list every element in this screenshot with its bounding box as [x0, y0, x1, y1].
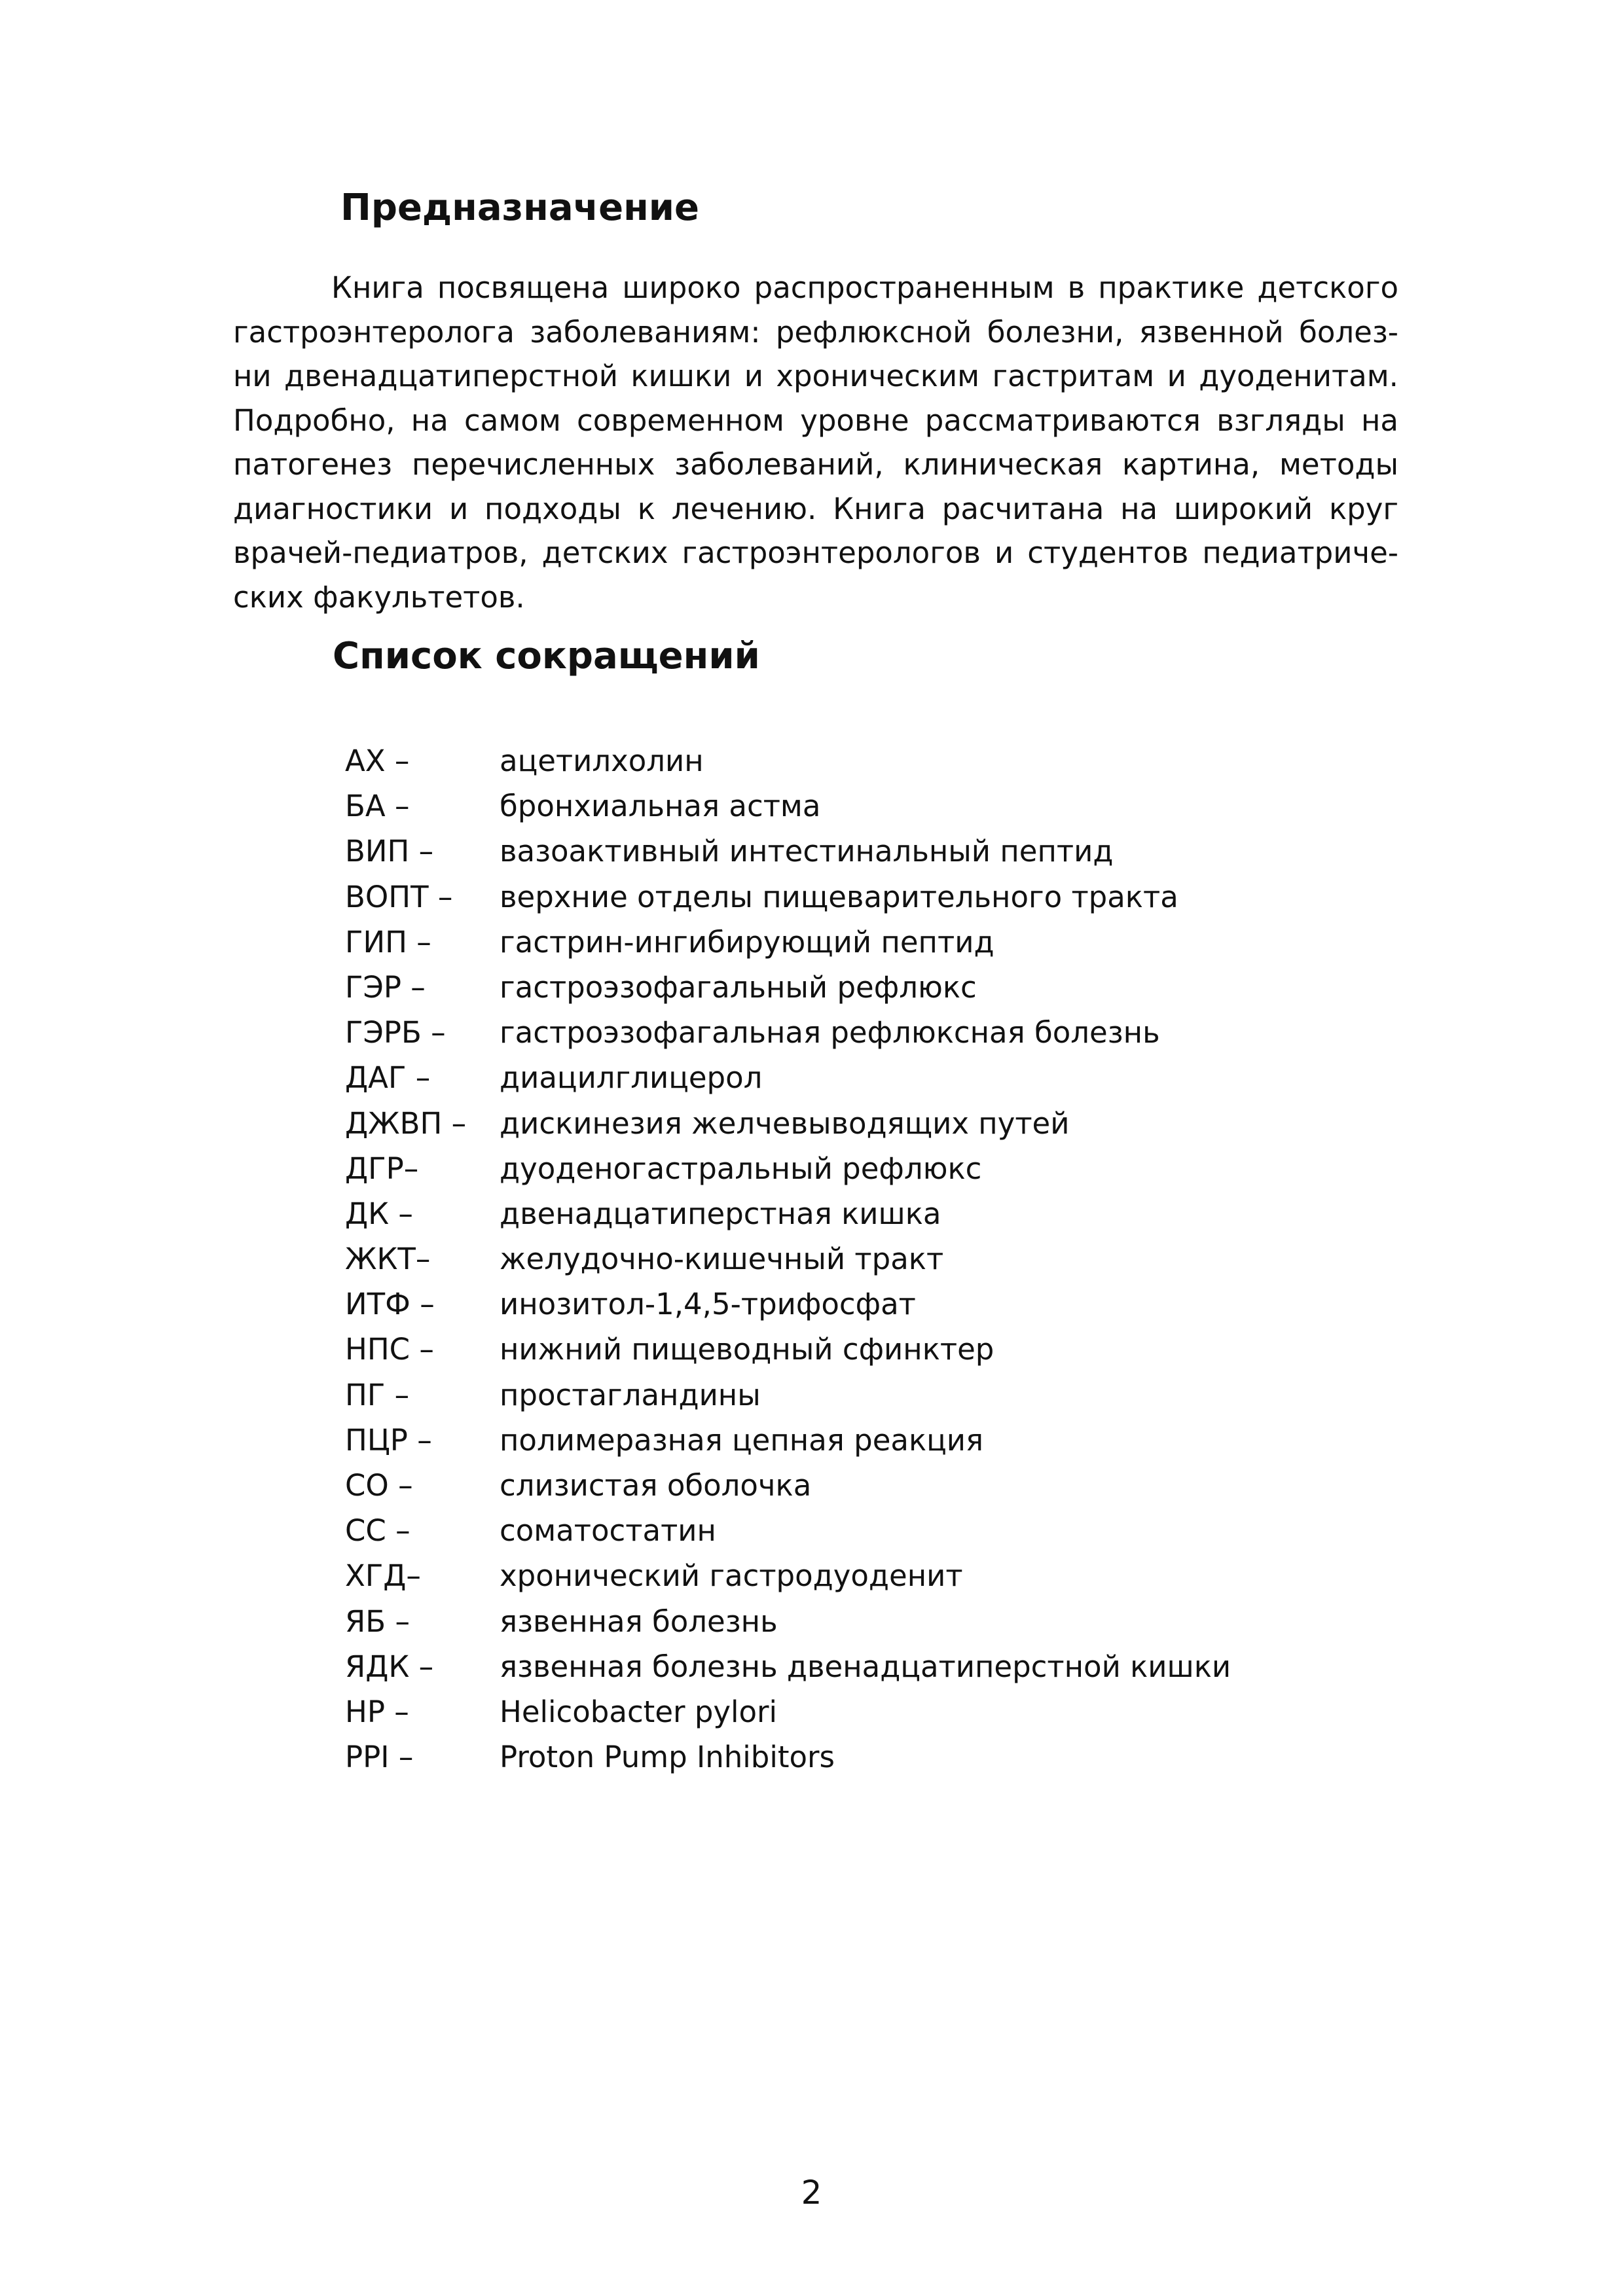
abbreviation-definition: гастроэзофагальный рефлюкс — [500, 969, 977, 1005]
page-number: 2 — [801, 2174, 822, 2212]
abbreviation-definition: хронический гастродуоденит — [500, 1558, 963, 1594]
abbreviation-definition: ацетилхолин — [500, 744, 704, 778]
abbreviation-term: ЖКТ– — [345, 1242, 431, 1277]
paragraph-line: Книга посвящена широко распространенным в практике детского — [331, 270, 1398, 305]
abbreviation-definition: соматостатин — [500, 1513, 716, 1549]
abbreviation-definition: дуоденогастральный рефлюкс — [500, 1151, 982, 1186]
abbreviation-definition: дискинезия желчевыводящих путей — [500, 1105, 1070, 1141]
abbreviation-definition: нижний пищеводный сфинктер — [500, 1332, 994, 1367]
abbreviation-term: ДГР– — [345, 1151, 419, 1186]
abbreviation-term: БА – — [345, 789, 410, 824]
abbreviation-term: ВИП – — [345, 834, 434, 869]
abbreviation-term: СО – — [345, 1468, 413, 1503]
paragraph-line: патогенез перечисленных заболеваний, клиническая картина, методы — [233, 447, 1398, 482]
abbreviation-definition: двенадцатиперстная кишка — [500, 1196, 941, 1231]
abbreviation-definition: желудочно-кишечный тракт — [500, 1242, 944, 1277]
paragraph-line: Подробно, на самом современном уровне рассматриваются взгляды на — [233, 403, 1398, 438]
abbreviation-definition: диацилглицерол — [500, 1060, 763, 1096]
abbreviation-term: ЯДК – — [345, 1649, 434, 1684]
abbreviation-term: ИТФ – — [345, 1287, 435, 1322]
abbreviation-term: ДЖВП – — [345, 1105, 467, 1141]
abbreviation-definition: язвенная болезнь двенадцатиперстной кишки — [500, 1649, 1231, 1684]
abbreviation-definition: простагландины — [500, 1377, 761, 1412]
abbreviation-term: ГИП – — [345, 924, 431, 960]
abbreviation-term: ДАГ – — [345, 1060, 431, 1096]
abbreviation-definition: инозитол-1,4,5-трифосфат — [500, 1287, 916, 1322]
section-heading-abbreviations: Список сокращений — [333, 635, 760, 677]
abbreviation-definition: Helicobacter pylori — [500, 1694, 778, 1729]
abbreviation-term: PPI – — [345, 1740, 414, 1775]
abbreviation-definition: Proton Pump Inhibitors — [500, 1740, 835, 1775]
section-heading-purpose: Предназначение — [340, 187, 699, 229]
paragraph-line: диагностики и подходы к лечению. Книга расчитана на широкий круг — [233, 491, 1398, 526]
abbreviation-term: ДК – — [345, 1196, 413, 1231]
abbreviation-term: ЯБ – — [345, 1604, 410, 1639]
abbreviation-term: ПЦР – — [345, 1422, 432, 1458]
abbreviation-term: HP – — [345, 1694, 409, 1729]
abbreviation-term: ГЭР – — [345, 969, 426, 1005]
abbreviation-term: НПС – — [345, 1332, 434, 1367]
paragraph-line: ни двенадцатиперстной кишки и хроническим гастритам и дуоденитам. — [233, 359, 1398, 393]
paragraph-line: ских факультетов. — [233, 579, 525, 615]
abbreviation-definition: вазоактивный интестинальный пептид — [500, 834, 1114, 869]
abbreviation-term: ВОПТ – — [345, 879, 453, 914]
abbreviation-term: АХ – — [345, 744, 410, 778]
abbreviation-definition: слизистая оболочка — [500, 1468, 812, 1503]
abbreviation-definition: гастроэзофагальная рефлюксная болезнь — [500, 1015, 1160, 1050]
abbreviation-definition: гастрин-ингибирующий пептид — [500, 924, 994, 960]
abbreviation-definition: верхние отделы пищеварительного тракта — [500, 879, 1178, 914]
abbreviation-term: СС – — [345, 1513, 410, 1549]
abbreviation-term: ХГД– — [345, 1558, 421, 1594]
abbreviation-definition: язвенная болезнь — [500, 1604, 778, 1639]
abbreviation-term: ГЭРБ – — [345, 1015, 446, 1050]
abbreviation-definition: полимеразная цепная реакция — [500, 1422, 984, 1458]
paragraph-line: врачей-педиатров, детских гастроэнтерологов и студентов педиатриче- — [233, 535, 1398, 570]
purpose-paragraph — [233, 266, 1398, 619]
abbreviation-term: ПГ – — [345, 1377, 410, 1412]
paragraph-line: гастроэнтеролога заболеваниям: рефлюксной болезни, язвенной болез- — [233, 314, 1398, 350]
abbreviation-definition: бронхиальная астма — [500, 789, 821, 824]
